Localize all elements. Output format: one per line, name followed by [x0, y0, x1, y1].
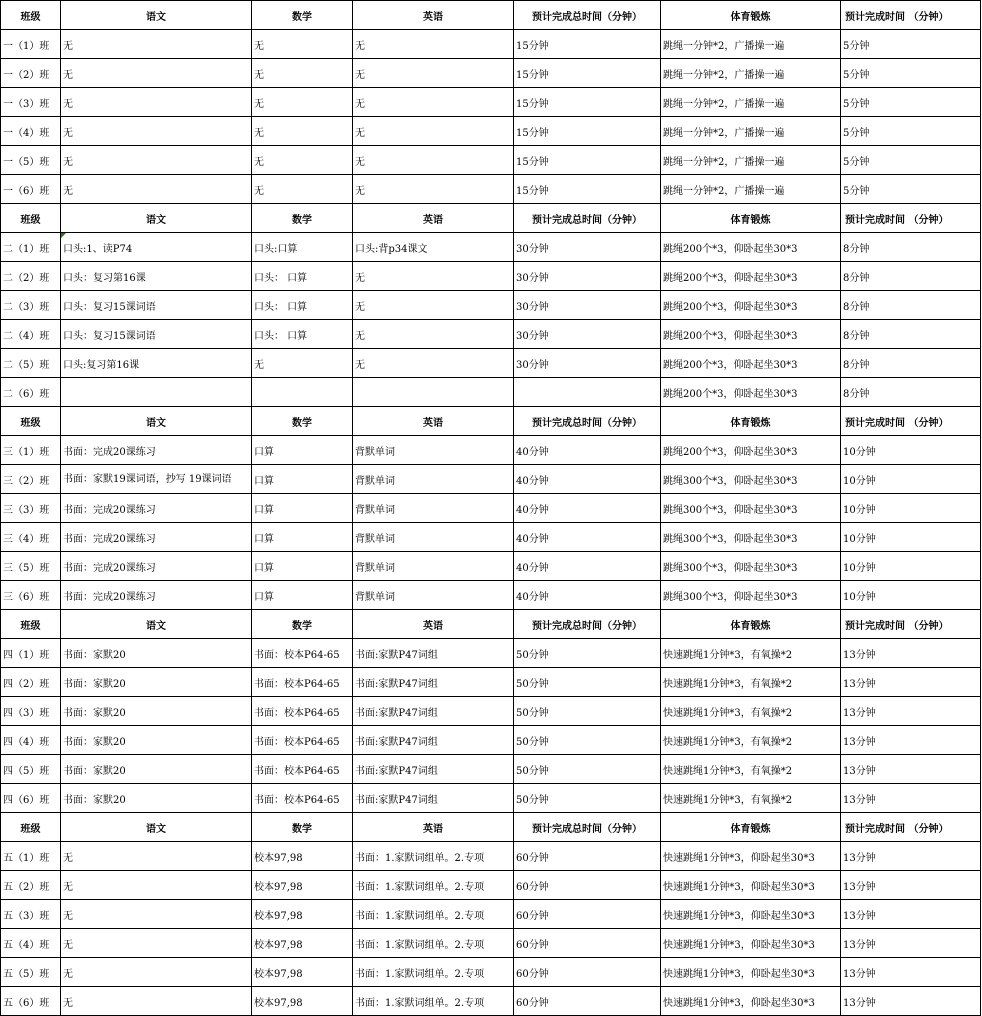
- pe-cell: 跳绳一分钟*2，广播操一遍: [661, 175, 841, 204]
- table-row: [1, 291, 981, 320]
- table-row: [1, 523, 981, 552]
- pe-cell: 跳绳200个*3，仰卧起坐30*3: [661, 262, 841, 291]
- class-cell: 四（1）班: [1, 639, 61, 668]
- english-cell: 书面:家默P47词组: [353, 668, 514, 697]
- math-cell: 口头： 口算: [252, 262, 353, 291]
- total-time-cell: 50分钟: [514, 668, 661, 697]
- header-pe-time: 预计完成时间 （分钟）: [841, 204, 981, 233]
- table-row: [1, 784, 981, 813]
- chinese-cell: [61, 378, 252, 407]
- header-chinese: 语文: [61, 813, 252, 842]
- math-cell: 口算: [252, 552, 353, 581]
- english-cell: 无: [353, 320, 514, 349]
- math-cell: 校本97,98: [252, 929, 353, 958]
- english-cell: 口头:背p34课文: [353, 233, 514, 262]
- class-cell: 一（1）班: [1, 30, 61, 59]
- header-pe-time: 预计完成时间 （分钟）: [841, 610, 981, 639]
- chinese-cell: 无: [61, 88, 252, 117]
- pe-cell: 跳绳200个*3，仰卧起坐30*3: [661, 349, 841, 378]
- chinese-cell: 书面：家默20: [61, 639, 252, 668]
- pe-cell: 跳绳300个*3，仰卧起坐30*3: [661, 465, 841, 494]
- pe-cell: 跳绳200个*3，仰卧起坐30*3: [661, 320, 841, 349]
- pe-cell: 跳绳300个*3，仰卧起坐30*3: [661, 523, 841, 552]
- pe-cell: 跳绳300个*3，仰卧起坐30*3: [661, 581, 841, 610]
- total-time-cell: 15分钟: [514, 146, 661, 175]
- table-row: [1, 117, 981, 146]
- chinese-cell: 口头:1、读P74: [61, 233, 252, 262]
- header-total-time: 预计完成总时间（分钟）: [514, 813, 661, 842]
- pe-cell: 跳绳200个*3，仰卧起坐30*3: [661, 378, 841, 407]
- math-cell: 书面：校本P64-65: [252, 668, 353, 697]
- english-cell: 书面：1.家默词组单。2.专项: [353, 842, 514, 871]
- total-time-cell: 15分钟: [514, 30, 661, 59]
- pe-time-cell: 10分钟: [841, 436, 981, 465]
- class-cell: 四（3）班: [1, 697, 61, 726]
- pe-cell: 快速跳绳1分钟*3，有氧操*2: [661, 668, 841, 697]
- class-cell: 四（5）班: [1, 755, 61, 784]
- english-cell: 无: [353, 59, 514, 88]
- english-cell: 书面：1.家默词组单。2.专项: [353, 929, 514, 958]
- english-cell: 无: [353, 291, 514, 320]
- pe-time-cell: 8分钟: [841, 233, 981, 262]
- pe-cell: 快速跳绳1分钟*3，仰卧起坐30*3: [661, 900, 841, 929]
- total-time-cell: 50分钟: [514, 784, 661, 813]
- table-row: [1, 436, 981, 465]
- pe-time-cell: 8分钟: [841, 291, 981, 320]
- pe-time-cell: 10分钟: [841, 465, 981, 494]
- total-time-cell: 30分钟: [514, 262, 661, 291]
- class-cell: 五（3）班: [1, 900, 61, 929]
- total-time-cell: 60分钟: [514, 900, 661, 929]
- table-row: [1, 146, 981, 175]
- chinese-cell: 无: [61, 30, 252, 59]
- pe-cell: 跳绳一分钟*2，广播操一遍: [661, 59, 841, 88]
- chinese-cell: 无: [61, 146, 252, 175]
- header-row: [1, 204, 981, 233]
- english-cell: 书面:家默P47词组: [353, 697, 514, 726]
- english-cell: 无: [353, 30, 514, 59]
- class-cell: 五（2）班: [1, 871, 61, 900]
- pe-time-cell: 13分钟: [841, 784, 981, 813]
- chinese-cell: 书面：完成20课练习: [61, 552, 252, 581]
- header-row: [1, 813, 981, 842]
- pe-cell: 快速跳绳1分钟*3，仰卧起坐30*3: [661, 842, 841, 871]
- total-time-cell: 30分钟: [514, 233, 661, 262]
- class-cell: 五（5）班: [1, 958, 61, 987]
- pe-cell: 跳绳一分钟*2，广播操一遍: [661, 88, 841, 117]
- pe-time-cell: 13分钟: [841, 929, 981, 958]
- header-english: 英语: [353, 407, 514, 436]
- math-cell: 校本97,98: [252, 871, 353, 900]
- math-cell: 书面：校本P64-65: [252, 726, 353, 755]
- header-total-time: 预计完成总时间（分钟）: [514, 1, 661, 30]
- pe-time-cell: 10分钟: [841, 581, 981, 610]
- table-row: [1, 349, 981, 378]
- header-pe: 体育锻炼: [661, 813, 841, 842]
- math-cell: 书面：校本P64-65: [252, 697, 353, 726]
- total-time-cell: 50分钟: [514, 697, 661, 726]
- math-cell: 无: [252, 88, 353, 117]
- total-time-cell: 40分钟: [514, 581, 661, 610]
- math-cell: [252, 378, 353, 407]
- table-row: [1, 987, 981, 1016]
- class-cell: 四（6）班: [1, 784, 61, 813]
- header-english: 英语: [353, 1, 514, 30]
- chinese-cell: 无: [61, 958, 252, 987]
- chinese-cell: 无: [61, 900, 252, 929]
- math-cell: 无: [252, 30, 353, 59]
- english-cell: 无: [353, 349, 514, 378]
- class-cell: 一（5）班: [1, 146, 61, 175]
- class-cell: 一（2）班: [1, 59, 61, 88]
- chinese-cell: 口头：复习15课词语: [61, 291, 252, 320]
- english-cell: 无: [353, 88, 514, 117]
- table-row: [1, 59, 981, 88]
- pe-time-cell: 5分钟: [841, 88, 981, 117]
- table-row: [1, 233, 981, 262]
- pe-time-cell: 5分钟: [841, 146, 981, 175]
- math-cell: 校本97,98: [252, 842, 353, 871]
- pe-time-cell: 13分钟: [841, 842, 981, 871]
- header-class: 班级: [1, 813, 61, 842]
- header-pe: 体育锻炼: [661, 1, 841, 30]
- total-time-cell: 40分钟: [514, 465, 661, 494]
- math-cell: 无: [252, 59, 353, 88]
- chinese-cell: 书面：家默20: [61, 726, 252, 755]
- math-cell: 校本97,98: [252, 987, 353, 1016]
- table-row: [1, 929, 981, 958]
- chinese-cell: 无: [61, 929, 252, 958]
- total-time-cell: 30分钟: [514, 320, 661, 349]
- header-english: 英语: [353, 813, 514, 842]
- pe-cell: 跳绳一分钟*2，广播操一遍: [661, 117, 841, 146]
- pe-time-cell: 13分钟: [841, 871, 981, 900]
- chinese-cell: 书面：完成20课练习: [61, 494, 252, 523]
- class-cell: 三（5）班: [1, 552, 61, 581]
- english-cell: 无: [353, 262, 514, 291]
- header-chinese: 语文: [61, 610, 252, 639]
- class-cell: 三（3）班: [1, 494, 61, 523]
- english-cell: 书面:家默P47词组: [353, 784, 514, 813]
- pe-cell: 跳绳200个*3，仰卧起坐30*3: [661, 233, 841, 262]
- english-cell: 背默单词: [353, 523, 514, 552]
- header-pe-time: 预计完成时间 （分钟）: [841, 1, 981, 30]
- chinese-cell: 无: [61, 59, 252, 88]
- chinese-cell: 书面：家默20: [61, 755, 252, 784]
- math-cell: 口头： 口算: [252, 291, 353, 320]
- pe-cell: 跳绳200个*3，仰卧起坐30*3: [661, 291, 841, 320]
- class-cell: 四（4）班: [1, 726, 61, 755]
- total-time-cell: 15分钟: [514, 88, 661, 117]
- table-row: [1, 958, 981, 987]
- class-cell: 三（6）班: [1, 581, 61, 610]
- math-cell: 无: [252, 349, 353, 378]
- math-cell: 口算: [252, 494, 353, 523]
- pe-cell: 跳绳一分钟*2，广播操一遍: [661, 146, 841, 175]
- math-cell: 校本97,98: [252, 900, 353, 929]
- header-total-time: 预计完成总时间（分钟）: [514, 610, 661, 639]
- table-row: [1, 755, 981, 784]
- pe-cell: 快速跳绳1分钟*3，有氧操*2: [661, 726, 841, 755]
- table-row: [1, 378, 981, 407]
- pe-cell: 快速跳绳1分钟*3，仰卧起坐30*3: [661, 987, 841, 1016]
- total-time-cell: 60分钟: [514, 871, 661, 900]
- chinese-cell: 书面：完成20课练习: [61, 436, 252, 465]
- english-cell: 书面：1.家默词组单。2.专项: [353, 900, 514, 929]
- pe-time-cell: 13分钟: [841, 668, 981, 697]
- total-time-cell: 50分钟: [514, 755, 661, 784]
- pe-cell: 跳绳300个*3，仰卧起坐30*3: [661, 552, 841, 581]
- pe-time-cell: 5分钟: [841, 175, 981, 204]
- class-cell: 二（5）班: [1, 349, 61, 378]
- pe-time-cell: 10分钟: [841, 523, 981, 552]
- total-time-cell: 60分钟: [514, 987, 661, 1016]
- english-cell: 书面：1.家默词组单。2.专项: [353, 871, 514, 900]
- pe-cell: 快速跳绳1分钟*3，有氧操*2: [661, 697, 841, 726]
- pe-time-cell: 8分钟: [841, 349, 981, 378]
- table-row: [1, 668, 981, 697]
- header-row: [1, 407, 981, 436]
- class-cell: 二（3）班: [1, 291, 61, 320]
- pe-cell: 快速跳绳1分钟*3，有氧操*2: [661, 784, 841, 813]
- english-cell: 背默单词: [353, 581, 514, 610]
- class-cell: 一（4）班: [1, 117, 61, 146]
- table-row: [1, 494, 981, 523]
- math-cell: 无: [252, 117, 353, 146]
- class-cell: 二（1）班: [1, 233, 61, 262]
- chinese-cell: 书面：完成20课练习: [61, 523, 252, 552]
- header-math: 数学: [252, 813, 353, 842]
- table-row: [1, 262, 981, 291]
- math-cell: 口算: [252, 465, 353, 494]
- header-pe: 体育锻炼: [661, 204, 841, 233]
- pe-cell: 快速跳绳1分钟*3，仰卧起坐30*3: [661, 958, 841, 987]
- class-cell: 三（4）班: [1, 523, 61, 552]
- pe-cell: 快速跳绳1分钟*3，有氧操*2: [661, 755, 841, 784]
- pe-time-cell: 13分钟: [841, 697, 981, 726]
- table-row: [1, 639, 981, 668]
- math-cell: 书面：校本P64-65: [252, 784, 353, 813]
- chinese-cell: 口头：复习15课词语: [61, 320, 252, 349]
- header-math: 数学: [252, 610, 353, 639]
- math-cell: 校本97,98: [252, 958, 353, 987]
- class-cell: 一（6）班: [1, 175, 61, 204]
- english-cell: 背默单词: [353, 494, 514, 523]
- pe-time-cell: 10分钟: [841, 494, 981, 523]
- class-cell: 二（6）班: [1, 378, 61, 407]
- table-row: [1, 175, 981, 204]
- header-pe-time: 预计完成时间 （分钟）: [841, 407, 981, 436]
- english-cell: 书面:家默P47词组: [353, 639, 514, 668]
- header-math: 数学: [252, 204, 353, 233]
- class-cell: 五（4）班: [1, 929, 61, 958]
- header-pe: 体育锻炼: [661, 610, 841, 639]
- math-cell: 无: [252, 146, 353, 175]
- pe-cell: 跳绳200个*3，仰卧起坐30*3: [661, 436, 841, 465]
- total-time-cell: 50分钟: [514, 639, 661, 668]
- english-cell: [353, 378, 514, 407]
- header-math: 数学: [252, 1, 353, 30]
- header-total-time: 预计完成总时间（分钟）: [514, 204, 661, 233]
- class-cell: 五（1）班: [1, 842, 61, 871]
- pe-cell: 跳绳300个*3，仰卧起坐30*3: [661, 494, 841, 523]
- total-time-cell: 30分钟: [514, 349, 661, 378]
- table-row: [1, 581, 981, 610]
- pe-time-cell: 13分钟: [841, 987, 981, 1016]
- pe-time-cell: 13分钟: [841, 726, 981, 755]
- math-cell: 口头:口算: [252, 233, 353, 262]
- chinese-cell: 无: [61, 987, 252, 1016]
- chinese-cell: 口头:复习第16课: [61, 349, 252, 378]
- table-row: [1, 697, 981, 726]
- english-cell: 无: [353, 146, 514, 175]
- pe-cell: 跳绳一分钟*2，广播操一遍: [661, 30, 841, 59]
- total-time-cell: [514, 378, 661, 407]
- pe-time-cell: 8分钟: [841, 320, 981, 349]
- header-class: 班级: [1, 610, 61, 639]
- header-class: 班级: [1, 407, 61, 436]
- header-chinese: 语文: [61, 407, 252, 436]
- chinese-cell: 口头：复习第16课: [61, 262, 252, 291]
- class-cell: 五（6）班: [1, 987, 61, 1016]
- pe-time-cell: 5分钟: [841, 117, 981, 146]
- table-row: [1, 88, 981, 117]
- total-time-cell: 30分钟: [514, 291, 661, 320]
- header-chinese: 语文: [61, 1, 252, 30]
- total-time-cell: 40分钟: [514, 523, 661, 552]
- pe-cell: 快速跳绳1分钟*3，仰卧起坐30*3: [661, 871, 841, 900]
- header-pe-time: 预计完成时间 （分钟）: [841, 813, 981, 842]
- pe-cell: 快速跳绳1分钟*3，仰卧起坐30*3: [661, 929, 841, 958]
- pe-time-cell: 13分钟: [841, 900, 981, 929]
- table-row: [1, 552, 981, 581]
- table-row: [1, 871, 981, 900]
- chinese-cell: 书面：家默19课词语，抄写 19课词语: [61, 465, 252, 494]
- total-time-cell: 40分钟: [514, 494, 661, 523]
- pe-time-cell: 8分钟: [841, 378, 981, 407]
- chinese-cell: 书面：家默20: [61, 784, 252, 813]
- english-cell: 书面：1.家默词组单。2.专项: [353, 987, 514, 1016]
- header-class: 班级: [1, 204, 61, 233]
- english-cell: 背默单词: [353, 436, 514, 465]
- header-total-time: 预计完成总时间（分钟）: [514, 407, 661, 436]
- class-cell: 三（2）班: [1, 465, 61, 494]
- table-row: [1, 842, 981, 871]
- class-cell: 三（1）班: [1, 436, 61, 465]
- pe-time-cell: 13分钟: [841, 639, 981, 668]
- header-english: 英语: [353, 204, 514, 233]
- pe-time-cell: 10分钟: [841, 552, 981, 581]
- math-cell: 口算: [252, 523, 353, 552]
- total-time-cell: 15分钟: [514, 175, 661, 204]
- header-class: 班级: [1, 1, 61, 30]
- chinese-cell: 书面：家默20: [61, 668, 252, 697]
- header-chinese: 语文: [61, 204, 252, 233]
- class-cell: 四（2）班: [1, 668, 61, 697]
- total-time-cell: 50分钟: [514, 726, 661, 755]
- total-time-cell: 15分钟: [514, 59, 661, 88]
- total-time-cell: 15分钟: [514, 117, 661, 146]
- pe-time-cell: 5分钟: [841, 30, 981, 59]
- class-cell: 一（3）班: [1, 88, 61, 117]
- pe-time-cell: 13分钟: [841, 755, 981, 784]
- chinese-cell: 无: [61, 175, 252, 204]
- header-pe: 体育锻炼: [661, 407, 841, 436]
- table-row: [1, 320, 981, 349]
- table-row: [1, 465, 981, 494]
- table-row: [1, 900, 981, 929]
- math-cell: 口头： 口算: [252, 320, 353, 349]
- english-cell: 背默单词: [353, 552, 514, 581]
- english-cell: 背默单词: [353, 465, 514, 494]
- chinese-cell: 书面：完成20课练习: [61, 581, 252, 610]
- pe-time-cell: 5分钟: [841, 59, 981, 88]
- chinese-cell: 无: [61, 842, 252, 871]
- total-time-cell: 40分钟: [514, 436, 661, 465]
- header-row: [1, 610, 981, 639]
- english-cell: 书面:家默P47词组: [353, 755, 514, 784]
- pe-time-cell: 8分钟: [841, 262, 981, 291]
- header-math: 数学: [252, 407, 353, 436]
- pe-time-cell: 13分钟: [841, 958, 981, 987]
- total-time-cell: 60分钟: [514, 842, 661, 871]
- english-cell: 无: [353, 175, 514, 204]
- math-cell: 书面：校本P64-65: [252, 639, 353, 668]
- table-row: [1, 726, 981, 755]
- english-cell: 无: [353, 117, 514, 146]
- class-cell: 二（2）班: [1, 262, 61, 291]
- header-row: [1, 1, 981, 30]
- chinese-cell: 无: [61, 871, 252, 900]
- chinese-cell: 无: [61, 117, 252, 146]
- table-row: [1, 30, 981, 59]
- pe-cell: 快速跳绳1分钟*3，有氧操*2: [661, 639, 841, 668]
- class-cell: 二（4）班: [1, 320, 61, 349]
- math-cell: 口算: [252, 581, 353, 610]
- math-cell: 口算: [252, 436, 353, 465]
- total-time-cell: 60分钟: [514, 958, 661, 987]
- math-cell: 书面：校本P64-65: [252, 755, 353, 784]
- english-cell: 书面：1.家默词组单。2.专项: [353, 958, 514, 987]
- header-english: 英语: [353, 610, 514, 639]
- english-cell: 书面:家默P47词组: [353, 726, 514, 755]
- chinese-cell: 书面：家默20: [61, 697, 252, 726]
- total-time-cell: 60分钟: [514, 929, 661, 958]
- math-cell: 无: [252, 175, 353, 204]
- total-time-cell: 40分钟: [514, 552, 661, 581]
